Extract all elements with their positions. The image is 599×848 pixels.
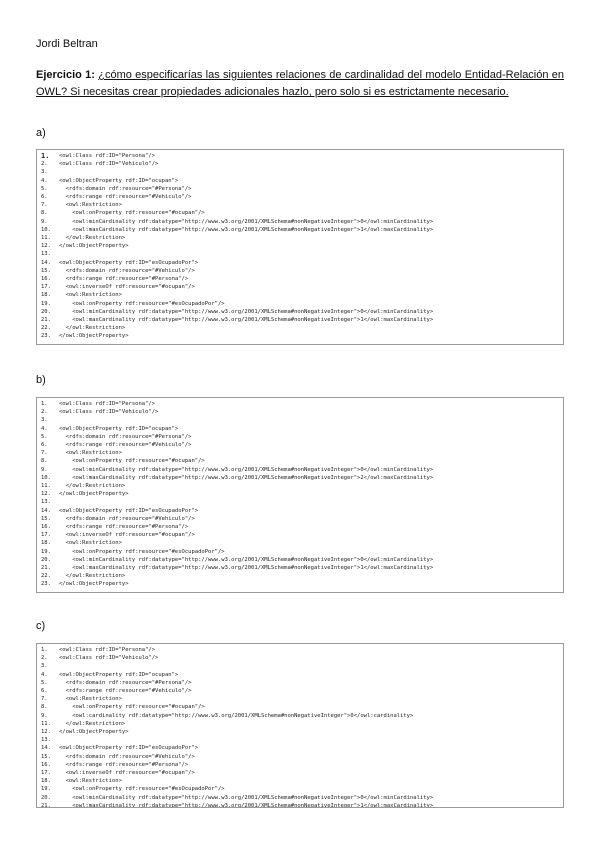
- code-text: <owl:maxCardinality rdf:datatype="http://www.w3.org/2001/XMLSchema#nonNegativeInteger">1</owl:maxCardinality>: [59, 317, 434, 324]
- line-number: 11.: [41, 483, 51, 490]
- line-number: 7.: [41, 202, 48, 209]
- code-text: <rdfs:range rdf:resource="#Vehiculo"/>: [59, 442, 192, 449]
- code-text: <owl:minCardinality rdf:datatype="http://www.w3.org/2001/XMLSchema#nonNegativeInteger">0</owl:minCardinality>: [59, 794, 434, 801]
- code-text: <rdfs:domain rdf:resource="#Persona"/>: [59, 433, 192, 440]
- code-line: [41, 564, 559, 572]
- code-line: [41, 744, 559, 752]
- code-line: [41, 218, 559, 226]
- code-text: [59, 736, 559, 744]
- code-line: [41, 275, 559, 283]
- line-number: 9.: [41, 466, 48, 473]
- exercise-label: Ejercicio 1:: [36, 69, 95, 81]
- code-line: [41, 515, 559, 523]
- code-line: [41, 671, 559, 679]
- code-line: [41, 482, 559, 490]
- line-number: 22.: [41, 573, 51, 580]
- code-line: [41, 728, 559, 736]
- code-line: [41, 474, 559, 482]
- author-name: Jordi Beltran: [36, 38, 98, 50]
- line-number: 15.: [41, 753, 51, 760]
- code-line: [41, 466, 559, 474]
- line-number: 16.: [41, 761, 51, 768]
- code-text: <owl:Class rdf:ID="Vehiculo"/>: [59, 655, 159, 662]
- code-text: <owl:Class rdf:ID="Vehiculo"/>: [59, 409, 159, 416]
- line-number: 1.: [41, 401, 48, 407]
- code-text: </owl:Restriction>: [59, 573, 126, 580]
- line-number: 18.: [41, 778, 51, 785]
- line-number: 12.: [41, 729, 51, 736]
- code-text: </owl:Restriction>: [59, 483, 126, 490]
- code-text: <rdfs:domain rdf:resource="#Vehiculo"/>: [59, 515, 195, 522]
- line-number: 12.: [41, 243, 51, 250]
- code-text: <owl:onProperty rdf:resource="#esOcupadoPor"/>: [59, 786, 225, 793]
- code-line: [41, 300, 559, 308]
- code-text: </owl:ObjectProperty>: [59, 729, 129, 736]
- code-text: <owl:ObjectProperty rdf:ID="esOcupadoPor">: [59, 507, 199, 514]
- code-line: [41, 250, 559, 258]
- code-text: <owl:minCardinality rdf:datatype="http://www.w3.org/2001/XMLSchema#nonNegativeInteger">0</owl:minCardinality>: [59, 218, 434, 225]
- line-number: 15.: [41, 515, 51, 522]
- line-number: 12.: [41, 491, 51, 498]
- code-line: [41, 687, 559, 695]
- code-text: <owl:onProperty rdf:resource="#esOcupadoPor"/>: [59, 300, 225, 307]
- line-number: 17.: [41, 284, 51, 291]
- code-text: <owl:cardinality rdf:datatype="http://www.w3.org/2001/XMLSchema#nonNegativeInteger">0</owl:cardinality>: [59, 712, 414, 719]
- section-label-b: b): [36, 374, 46, 386]
- code-text: <owl:maxCardinality rdf:datatype="http://www.w3.org/2001/XMLSchema#nonNegativeInteger">1</owl:maxCardinality>: [59, 226, 434, 233]
- line-number: 17.: [41, 770, 51, 777]
- line-number: 21.: [41, 802, 51, 808]
- code-text: <rdfs:domain rdf:resource="#Vehiculo"/>: [59, 267, 195, 274]
- code-text: <owl:maxCardinality rdf:datatype="http://www.w3.org/2001/XMLSchema#nonNegativeInteger">2</owl:maxCardinality>: [59, 474, 434, 481]
- line-number: 19.: [41, 786, 51, 793]
- code-line: [41, 152, 559, 160]
- exercise-question: ¿cómo especificarías las siguientes relaciones de cardinalidad del modelo Entidad-Relación en OWL? Si necesitas crear propiedades adicionales hazlo, pero solo si es estrictamente necesario.: [36, 69, 565, 98]
- code-line: [41, 283, 559, 291]
- code-text: [59, 250, 559, 258]
- code-text: <owl:inverseOf rdf:resource="#ocupan"/>: [59, 284, 195, 291]
- line-number: 3.: [41, 169, 48, 176]
- code-line: [41, 441, 559, 449]
- code-line: [41, 209, 559, 217]
- line-number: 18.: [41, 540, 51, 547]
- line-number: 5.: [41, 433, 48, 440]
- code-line: [41, 498, 559, 506]
- code-text: [59, 416, 559, 424]
- code-line: [41, 291, 559, 299]
- code-text: <owl:Restriction>: [59, 202, 122, 209]
- code-line: [41, 753, 559, 761]
- code-text: <owl:Class rdf:ID="Persona"/>: [59, 647, 156, 653]
- code-text: <owl:ObjectProperty rdf:ID="ocupan">: [59, 177, 179, 184]
- code-text: <owl:ObjectProperty rdf:ID="ocupan">: [59, 425, 179, 432]
- line-number: 3.: [41, 663, 48, 670]
- code-line: [41, 332, 559, 340]
- code-line: [41, 177, 559, 185]
- code-text: <owl:Restriction>: [59, 450, 122, 457]
- line-number: 16.: [41, 524, 51, 531]
- code-line: [41, 193, 559, 201]
- line-number: 5.: [41, 185, 48, 192]
- line-number: 10.: [41, 474, 51, 481]
- code-text: </owl:ObjectProperty>: [59, 491, 129, 498]
- line-number: 7.: [41, 450, 48, 457]
- code-line: [41, 736, 559, 744]
- line-number: 19.: [41, 548, 51, 555]
- line-number: 9.: [41, 218, 48, 225]
- code-text: <owl:onProperty rdf:resource="#ocupan"/>: [59, 210, 205, 217]
- code-line: [41, 548, 559, 556]
- code-text: <owl:Restriction>: [59, 778, 122, 785]
- code-line: [41, 308, 559, 316]
- code-text: <rdfs:range rdf:resource="#Persona"/>: [59, 276, 189, 283]
- line-number: 2.: [41, 655, 48, 662]
- line-number: 4.: [41, 425, 48, 432]
- code-text: <owl:inverseOf rdf:resource="#ocupan"/>: [59, 770, 195, 777]
- code-text: <owl:maxCardinality rdf:datatype="http://www.w3.org/2001/XMLSchema#nonNegativeInteger">1</owl:maxCardinality>: [59, 565, 434, 572]
- code-line: [41, 523, 559, 531]
- line-number: 20.: [41, 794, 51, 801]
- line-number: 17.: [41, 532, 51, 539]
- line-number: 11.: [41, 235, 51, 242]
- code-block-c: [36, 643, 564, 808]
- line-number: 1.: [41, 647, 48, 653]
- line-number: 6.: [41, 688, 48, 695]
- section-label-c: c): [36, 620, 46, 632]
- code-text: </owl:Restriction>: [59, 325, 126, 332]
- code-line: [41, 712, 559, 720]
- line-number: 22.: [41, 325, 51, 332]
- line-number: 2.: [41, 161, 48, 168]
- line-number: 8.: [41, 210, 48, 217]
- code-text: <owl:Restriction>: [59, 540, 122, 547]
- code-text: </owl:Restriction>: [59, 720, 126, 727]
- line-number: 20.: [41, 556, 51, 563]
- line-number: 20.: [41, 308, 51, 315]
- code-text: <rdfs:range rdf:resource="#Persona"/>: [59, 761, 189, 768]
- code-text: <rdfs:domain rdf:resource="#Vehiculo"/>: [59, 753, 195, 760]
- code-line: [41, 259, 559, 267]
- code-block-b: [36, 397, 564, 593]
- code-line: [41, 507, 559, 515]
- code-text: </owl:Restriction>: [59, 235, 126, 242]
- code-line: [41, 234, 559, 242]
- line-number: 3.: [41, 417, 48, 424]
- line-number: 2.: [41, 409, 48, 416]
- code-text: <rdfs:range rdf:resource="#Vehiculo"/>: [59, 194, 192, 201]
- code-text: <rdfs:range rdf:resource="#Persona"/>: [59, 524, 189, 531]
- code-line: [41, 785, 559, 793]
- line-number: 14.: [41, 507, 51, 514]
- code-text: <owl:ObjectProperty rdf:ID="esOcupadoPor">: [59, 745, 199, 752]
- code-text: <owl:minCardinality rdf:datatype="http://www.w3.org/2001/XMLSchema#nonNegativeInteger">0</owl:minCardinality>: [59, 556, 434, 563]
- code-text: <owl:minCardinality rdf:datatype="http://www.w3.org/2001/XMLSchema#nonNegativeInteger">0</owl:minCardinality>: [59, 466, 434, 473]
- code-line: [41, 654, 559, 662]
- section-label-a: a): [36, 127, 46, 139]
- code-text: <owl:Restriction>: [59, 696, 122, 703]
- line-number: 14.: [41, 745, 51, 752]
- line-number: 21.: [41, 317, 51, 324]
- code-line: [41, 449, 559, 457]
- code-line: [41, 400, 559, 408]
- line-number: 6.: [41, 442, 48, 449]
- line-number: 14.: [41, 259, 51, 266]
- code-line: [41, 490, 559, 498]
- code-line: [41, 267, 559, 275]
- code-line: [41, 777, 559, 785]
- code-line: [41, 201, 559, 209]
- code-block-a: [36, 149, 564, 345]
- code-line: [41, 802, 559, 808]
- code-text: <owl:maxCardinality rdf:datatype="http://www.w3.org/2001/XMLSchema#nonNegativeInteger">1</owl:maxCardinality>: [59, 802, 434, 808]
- code-line: [41, 703, 559, 711]
- code-text: <owl:minCardinality rdf:datatype="http://www.w3.org/2001/XMLSchema#nonNegativeInteger">0</owl:minCardinality>: [59, 308, 434, 315]
- code-text: <rdfs:range rdf:resource="#Vehiculo"/>: [59, 688, 192, 695]
- code-line: [41, 662, 559, 670]
- code-line: [41, 556, 559, 564]
- code-text: <owl:onProperty rdf:resource="#ocupan"/>: [59, 458, 205, 465]
- line-number: 13.: [41, 737, 51, 744]
- line-number: 18.: [41, 292, 51, 299]
- code-line: [41, 433, 559, 441]
- code-text: <owl:ObjectProperty rdf:ID="ocupan">: [59, 671, 179, 678]
- code-text: <owl:inverseOf rdf:resource="#ocupan"/>: [59, 532, 195, 539]
- code-line: [41, 226, 559, 234]
- line-number: 5.: [41, 679, 48, 686]
- code-line: [41, 531, 559, 539]
- code-line: [41, 679, 559, 687]
- code-line: [41, 761, 559, 769]
- code-line: [41, 408, 559, 416]
- line-number: 8.: [41, 458, 48, 465]
- code-text: </owl:ObjectProperty>: [59, 581, 129, 588]
- line-number: 7.: [41, 696, 48, 703]
- line-number: 4.: [41, 177, 48, 184]
- code-line: [41, 580, 559, 588]
- code-text: <owl:Class rdf:ID="Persona"/>: [59, 401, 156, 407]
- code-line: [41, 794, 559, 802]
- line-number: 8.: [41, 704, 48, 711]
- line-number: 11.: [41, 720, 51, 727]
- code-line: [41, 539, 559, 547]
- code-line: [41, 242, 559, 250]
- code-text: <rdfs:domain rdf:resource="#Persona"/>: [59, 185, 192, 192]
- line-number: 10.: [41, 226, 51, 233]
- code-text: [59, 662, 559, 670]
- code-line: [41, 457, 559, 465]
- line-number: 15.: [41, 267, 51, 274]
- exercise-statement: [36, 67, 564, 101]
- code-line: [41, 316, 559, 324]
- code-line: [41, 572, 559, 580]
- code-line: [41, 769, 559, 777]
- line-number: 13.: [41, 251, 51, 258]
- code-text: <owl:Class rdf:ID="Vehiculo"/>: [59, 161, 159, 168]
- code-text: <owl:onProperty rdf:resource="#esOcupadoPor"/>: [59, 548, 225, 555]
- code-text: <owl:Class rdf:ID="Persona"/>: [59, 153, 156, 159]
- code-text: [59, 498, 559, 506]
- code-line: [41, 160, 559, 168]
- line-number: 23.: [41, 581, 51, 588]
- line-number: 6.: [41, 194, 48, 201]
- code-text: <owl:ObjectProperty rdf:ID="esOcupadoPor">: [59, 259, 199, 266]
- line-number: 13.: [41, 499, 51, 506]
- code-text: [59, 168, 559, 176]
- code-text: <rdfs:domain rdf:resource="#Persona"/>: [59, 679, 192, 686]
- code-line: [41, 324, 559, 332]
- line-number: 21.: [41, 565, 51, 572]
- code-text: </owl:ObjectProperty>: [59, 243, 129, 250]
- code-line: [41, 416, 559, 424]
- line-number: 19.: [41, 300, 51, 307]
- line-number: 4.: [41, 671, 48, 678]
- code-line: [41, 185, 559, 193]
- code-text: <owl:Restriction>: [59, 292, 122, 299]
- line-number: 9.: [41, 712, 48, 719]
- line-number: 1.: [41, 152, 50, 160]
- code-text: </owl:ObjectProperty>: [59, 333, 129, 340]
- code-line: [41, 695, 559, 703]
- line-number: 23.: [41, 333, 51, 340]
- line-number: 16.: [41, 276, 51, 283]
- code-line: [41, 720, 559, 728]
- code-line: [41, 646, 559, 654]
- code-line: [41, 168, 559, 176]
- code-line: [41, 425, 559, 433]
- code-text: <owl:onProperty rdf:resource="#ocupan"/>: [59, 704, 205, 711]
